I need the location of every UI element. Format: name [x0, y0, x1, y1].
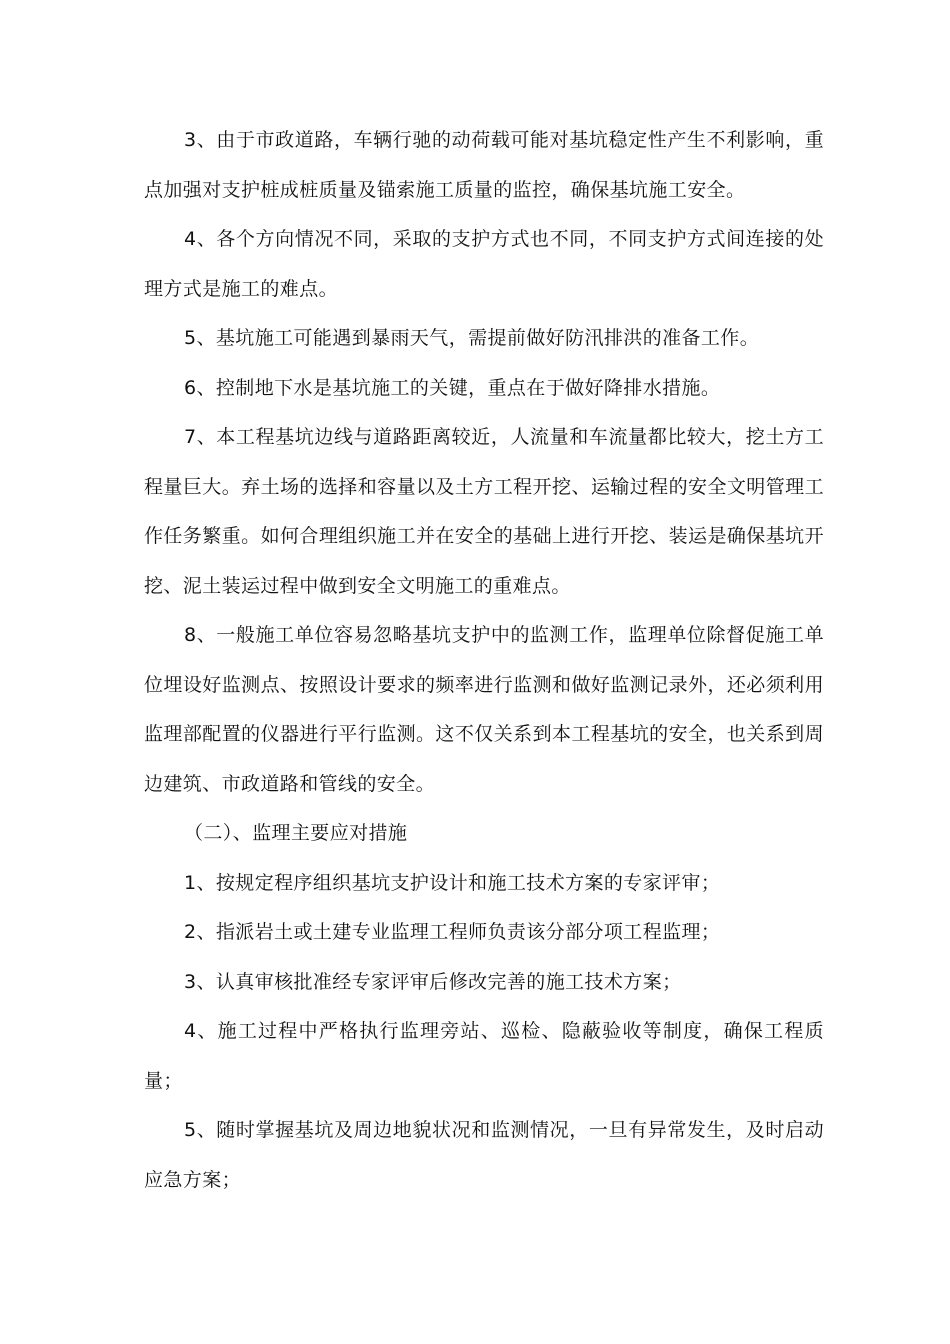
- document-body: [144, 116, 824, 1205]
- paragraph-item-8-monitoring: 8、一般施工单位容易忽略基坑支护中的监测工作，监理单位除督促施工单位埋设好监测点、按照设计要求的频率进行监测和做好监测记录外，还必须利用监理部配置的仪器进行平行监测。这不仅关系到本工程基坑的安全，也关系到周边建筑、市政道路和管线的安全。: [144, 624, 824, 795]
- paragraph-item-4-support-methods: 4、各个方向情况不同，采取的支护方式也不同，不同支护方式间连接的处理方式是施工的难点。: [144, 228, 824, 300]
- measure-item-3: 3、认真审核批准经专家评审后修改完善的施工技术方案；: [184, 970, 682, 993]
- paragraph-item-6-groundwater: 6、控制地下水是基坑施工的关键，重点在于做好降排水措施。: [184, 376, 721, 399]
- measure-item-5: 5、随时掌握基坑及周边地貌状况和监测情况，一旦有异常发生，及时启动应急方案；: [144, 1119, 824, 1191]
- measure-item-1: 1、按规定程序组织基坑支护设计和施工技术方案的专家评审；: [184, 871, 721, 894]
- measure-item-2: 2、指派岩土或土建专业监理工程师负责该分部分项工程监理；: [184, 921, 721, 943]
- paragraph-item-3-road-load: 3、由于市政道路，车辆行驰的动荷载可能对基坑稳定性产生不利影响，重点加强对支护桩成桩质量及锚索施工质量的监控，确保基坑施工安全。: [144, 129, 824, 201]
- paragraph-item-7-earthwork: 7、本工程基坑边线与道路距离较近，人流量和车流量都比较大，挖土方工程量巨大。弃土场的选择和容量以及土方工程开挖、运输过程的安全文明管理工作任务繁重。如何合理组织施工并在安全的基础上进行开挖、装运是确保基坑开挖、泥土装运过程中做到安全文明施工的重难点。: [144, 426, 824, 597]
- section-heading-countermeasures: （二）、监理主要应对措施: [184, 822, 408, 844]
- paragraph-item-5-rainstorm: 5、基坑施工可能遇到暴雨天气，需提前做好防汛排洪的准备工作。: [184, 327, 760, 349]
- measure-item-4: 4、施工过程中严格执行监理旁站、巡检、隐蔽验收等制度，确保工程质量；: [144, 1020, 824, 1092]
